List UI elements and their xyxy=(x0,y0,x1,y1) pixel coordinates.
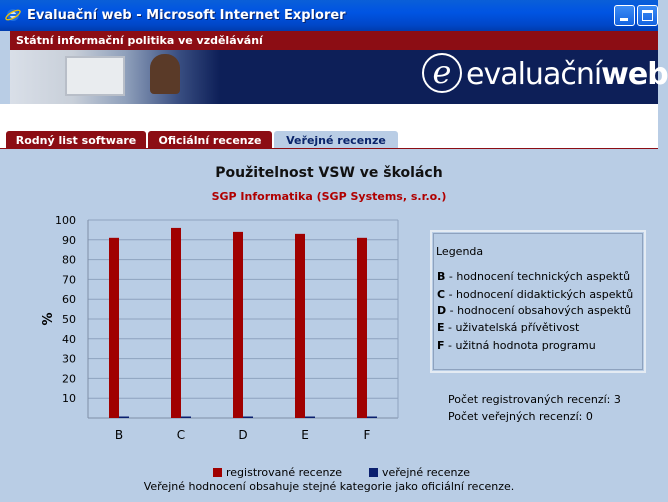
bar-registered xyxy=(357,238,367,418)
bar-registered xyxy=(233,232,243,418)
maximize-button[interactable] xyxy=(637,5,658,26)
legend-item-d xyxy=(437,304,631,317)
legend-key: D xyxy=(437,304,447,317)
legend-item-b xyxy=(437,270,630,283)
bar-registered xyxy=(295,234,305,418)
banner-photo xyxy=(10,50,220,104)
legend-text: - hodnocení technických aspektů xyxy=(445,270,631,283)
x-tick-label: F xyxy=(363,428,371,442)
bar-public xyxy=(243,417,253,419)
legend-key: B xyxy=(437,270,446,283)
legend-key: C xyxy=(437,288,446,301)
legend-text: - uživatelská přívětivost xyxy=(444,321,580,334)
tab-verejne-recenze[interactable]: Veřejné recenze xyxy=(274,131,398,151)
y-tick-label: 60 xyxy=(62,293,76,307)
tab-oficialni-recenze[interactable]: Oficiální recenze xyxy=(148,131,272,151)
y-tick-label: 70 xyxy=(62,273,76,287)
y-tick-label: 50 xyxy=(62,313,76,326)
y-tick-label: 10 xyxy=(62,392,76,406)
legend-title: Legenda xyxy=(436,245,484,258)
registered-reviews-count: Počet registrovaných recenzí: 3 xyxy=(448,393,621,406)
tab-rodny-list[interactable]: Rodný list software xyxy=(6,131,146,151)
legend-item-c xyxy=(437,288,633,301)
series-swatch-public xyxy=(369,468,378,477)
tab-bar xyxy=(0,104,658,149)
bar-public xyxy=(305,417,315,419)
bar-public xyxy=(119,417,129,419)
public-reviews-count: Počet veřejných recenzí: 0 xyxy=(448,410,593,423)
x-tick-label: B xyxy=(114,428,124,442)
y-tick-label: 40 xyxy=(62,332,76,346)
legend-key: F xyxy=(437,339,445,352)
minimize-button[interactable] xyxy=(614,5,635,26)
legend-item-f xyxy=(437,339,596,352)
series-swatch-registered xyxy=(213,468,222,477)
x-tick-label: E xyxy=(301,428,309,442)
monitor-image xyxy=(65,56,125,96)
bar-public xyxy=(367,417,377,419)
x-tick-label: C xyxy=(176,428,186,442)
bar-public xyxy=(181,417,191,419)
page-footnote: Veřejné hodnocení obsahuje stejné kategorie jako oficiální recenze. xyxy=(143,480,515,493)
legend-item-e xyxy=(437,321,579,334)
window-titlebar xyxy=(0,0,658,31)
site-banner xyxy=(10,50,668,104)
y-tick-label: 100 xyxy=(55,214,76,227)
banner-strip xyxy=(10,31,658,50)
legend-text: - užitná hodnota programu xyxy=(444,339,596,352)
page-subtitle: SGP Informatika (SGP Systems, s.r.o.) xyxy=(211,190,447,203)
window-title: Evaluační web - Microsoft Internet Explorer xyxy=(27,8,346,23)
y-tick-label: 20 xyxy=(62,372,76,386)
site-logo-text xyxy=(466,57,668,92)
series-legend-registered: registrované recenze xyxy=(226,466,343,479)
x-tick-label: D xyxy=(238,428,248,442)
maximize-icon xyxy=(642,10,653,21)
page-title: Použitelnost VSW ve školách xyxy=(215,165,443,181)
student-image xyxy=(150,54,180,94)
internet-explorer-icon xyxy=(5,7,21,23)
y-axis-label: % xyxy=(41,312,56,326)
legend-text: - hodnocení obsahových aspektů xyxy=(446,304,632,317)
minimize-icon xyxy=(620,18,628,21)
bar-registered xyxy=(171,228,181,418)
series-legend-public: veřejné recenze xyxy=(382,466,470,479)
y-tick-label: 80 xyxy=(62,253,76,267)
banner-strip-text: Státní informační politika ve vzdělávání xyxy=(16,34,263,47)
site-logo-icon: e xyxy=(422,53,462,93)
logo-text-bold: web xyxy=(601,57,668,92)
y-tick-label: 90 xyxy=(62,233,76,247)
legend-key: E xyxy=(437,321,445,334)
bar-registered xyxy=(109,238,119,418)
logo-text-light: evaluační xyxy=(466,57,602,92)
legend-text: - hodnocení didaktických aspektů xyxy=(445,288,634,301)
bar-chart xyxy=(0,205,420,450)
y-tick-label: 30 xyxy=(62,352,76,366)
